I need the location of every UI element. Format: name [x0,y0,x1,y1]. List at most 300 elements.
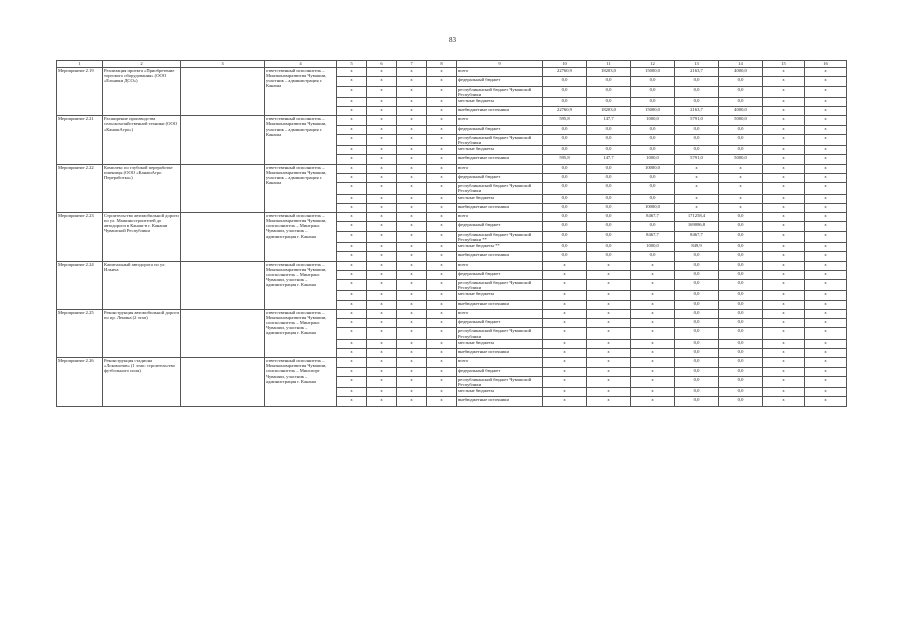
amount-cell: 2163,7 [675,107,719,116]
amount-cell: 0,0 [543,242,587,251]
amount-cell: x [805,376,847,387]
amount-cell: 0,0 [543,203,587,212]
amount-cell: x [805,291,847,300]
blank-cell [181,261,265,309]
amount-cell: 0,0 [543,97,587,106]
amount-cell: 0,0 [587,231,631,242]
measure-name: Реконструкция стадиона «Локомотив» (1 этап: строительство футбольного поля) [103,358,181,406]
funding-source: федеральный бюджет [457,367,543,376]
amount-cell: x [543,328,587,339]
funding-source: внебюджетные источники [457,300,543,309]
code-mark: x [337,107,367,116]
code-mark: x [427,107,457,116]
amount-cell: x [763,339,805,348]
amount-cell: 0,0 [631,174,675,183]
amount-cell: 0,0 [675,388,719,397]
table-row [57,358,847,367]
column-number: 8 [427,61,457,68]
code-mark: x [337,86,367,97]
code-mark: x [397,68,427,77]
amount-cell: x [631,300,675,309]
amount-cell: x [763,125,805,134]
amount-cell: x [763,68,805,77]
code-mark: x [427,164,457,173]
amount-cell: 0,0 [675,86,719,97]
funding-source: всего [457,358,543,367]
amount-cell: x [543,367,587,376]
amount-cell: x [631,339,675,348]
code-mark: x [397,367,427,376]
amount-cell: x [805,203,847,212]
code-mark: x [367,203,397,212]
amount-cell: x [631,270,675,279]
amount-cell: x [587,358,631,367]
amount-cell: 22760,9 [543,107,587,116]
amount-cell: 0,0 [675,291,719,300]
amount-cell: 1000,0 [631,242,675,251]
amount-cell: x [763,174,805,183]
code-mark: x [367,270,397,279]
code-mark: x [427,174,457,183]
amount-cell: 0,0 [675,252,719,261]
code-mark: x [367,222,397,231]
amount-cell: 0,0 [631,194,675,203]
amount-cell: x [805,183,847,194]
code-mark: x [427,358,457,367]
amount-cell: 4000,0 [719,107,763,116]
amount-cell: 15000,0 [631,68,675,77]
amount-cell: x [763,86,805,97]
amount-cell: 0,0 [675,77,719,86]
amount-cell: 5791,0 [675,155,719,164]
funding-source: местные бюджеты [457,291,543,300]
responsible-executor: ответственный исполнитель – Минэкономразвития Чувашии, соисполнитель – Минспорт Чувашии, участник – администрация г. Канаша [265,358,337,406]
amount-cell: x [763,388,805,397]
code-mark: x [337,300,367,309]
amount-cell: 0,0 [719,348,763,357]
measure-name: Реконструкция автомобильной дороги по пр. Ленина (2 этап) [103,309,181,357]
amount-cell: x [587,300,631,309]
amount-cell: 10000,0 [631,203,675,212]
amount-cell: x [543,280,587,291]
amount-cell: 0,0 [675,328,719,339]
amount-cell: 0,0 [675,339,719,348]
amount-cell: 0,0 [587,164,631,173]
funding-source: местные бюджеты [457,146,543,155]
amount-cell: x [805,107,847,116]
code-mark: x [427,388,457,397]
amount-cell: x [587,367,631,376]
amount-cell: x [763,231,805,242]
amount-cell: 0,0 [543,194,587,203]
code-mark: x [367,319,397,328]
code-mark: x [397,183,427,194]
column-number-row [57,61,847,68]
amount-cell: 0,0 [675,134,719,145]
amount-cell: 0,0 [675,367,719,376]
amount-cell: 0,0 [631,125,675,134]
funding-source: республиканский бюджет Чувашской Республики [457,328,543,339]
amount-cell: x [805,252,847,261]
amount-cell: 147,7 [587,155,631,164]
code-mark: x [367,252,397,261]
amount-cell: 0,0 [719,77,763,86]
funding-source: федеральный бюджет [457,125,543,134]
amount-cell: 595,8 [543,116,587,125]
code-mark: x [427,252,457,261]
measure-code: Мероприятие 2.25 [57,309,103,357]
amount-cell: x [763,155,805,164]
amount-cell: x [631,319,675,328]
code-mark: x [397,252,427,261]
amount-cell: x [805,261,847,270]
code-mark: x [367,367,397,376]
code-mark: x [427,194,457,203]
code-mark: x [397,155,427,164]
amount-cell: x [675,183,719,194]
table-row [57,261,847,270]
code-mark: x [367,261,397,270]
amount-cell: x [805,300,847,309]
amount-cell: 0,0 [587,146,631,155]
code-mark: x [397,164,427,173]
code-mark: x [337,203,367,212]
code-mark: x [337,155,367,164]
code-mark: x [427,261,457,270]
page-number: 83 [449,36,456,44]
amount-cell: x [719,183,763,194]
amount-cell: x [587,397,631,406]
code-mark: x [427,116,457,125]
amount-cell: 0,0 [719,309,763,318]
code-mark: x [367,300,397,309]
amount-cell: 0,0 [675,358,719,367]
amount-cell: 0,0 [543,164,587,173]
code-mark: x [397,309,427,318]
amount-cell: x [763,319,805,328]
code-mark: x [367,174,397,183]
code-mark: x [367,348,397,357]
amount-cell: 0,0 [719,86,763,97]
funding-source: внебюджетные источники [457,107,543,116]
amount-cell: x [763,397,805,406]
code-mark: x [337,388,367,397]
amount-cell: x [805,77,847,86]
column-number: 10 [543,61,587,68]
code-mark: x [337,213,367,222]
amount-cell: x [805,319,847,328]
code-mark: x [397,77,427,86]
measure-code: Мероприятие 2.19 [57,68,103,116]
amount-cell: x [805,146,847,155]
code-mark: x [337,397,367,406]
amount-cell: 169086,8 [675,222,719,231]
amount-cell: 171258,4 [675,213,719,222]
funding-source: местные бюджеты [457,194,543,203]
amount-cell: 0,0 [631,86,675,97]
amount-cell: 0,0 [719,242,763,251]
code-mark: x [427,309,457,318]
amount-cell: 8467,7 [631,231,675,242]
amount-cell: x [631,367,675,376]
amount-cell: x [763,252,805,261]
amount-cell: x [543,319,587,328]
code-mark: x [397,270,427,279]
funding-source: внебюджетные источники [457,252,543,261]
amount-cell: x [719,194,763,203]
funding-source: местные бюджеты [457,97,543,106]
code-mark: x [367,125,397,134]
funding-source: федеральный бюджет [457,222,543,231]
amount-cell: x [675,164,719,173]
code-mark: x [337,242,367,251]
column-number: 7 [397,61,427,68]
funding-source: всего [457,68,543,77]
code-mark: x [397,146,427,155]
code-mark: x [337,252,367,261]
amount-cell: x [631,358,675,367]
amount-cell: 0,0 [631,252,675,261]
amount-cell: 0,0 [719,97,763,106]
table-row [57,164,847,173]
funding-source: всего [457,164,543,173]
amount-cell: x [763,164,805,173]
measure-name: Строительство автомобильной дороги по ул. Машиностроителей до автодороги в Канаш-в г. Канаши Чувашской Республики [103,213,181,261]
blank-cell [181,213,265,261]
amount-cell: x [763,194,805,203]
code-mark: x [427,146,457,155]
code-mark: x [367,155,397,164]
amount-cell: 22760,9 [543,68,587,77]
amount-cell: 0,0 [719,222,763,231]
amount-cell: x [631,280,675,291]
code-mark: x [427,397,457,406]
amount-cell: 0,0 [719,261,763,270]
amount-cell: 0,0 [543,174,587,183]
code-mark: x [427,270,457,279]
code-mark: x [367,77,397,86]
amount-cell: 0,0 [543,146,587,155]
code-mark: x [427,291,457,300]
code-mark: x [367,280,397,291]
code-mark: x [367,68,397,77]
code-mark: x [367,97,397,106]
amount-cell: x [763,261,805,270]
column-number: 1 [57,61,103,68]
amount-cell: 0,0 [719,358,763,367]
funding-source: федеральный бюджет [457,319,543,328]
funding-source: внебюджетные источники [457,397,543,406]
amount-cell: x [587,339,631,348]
amount-cell: x [587,328,631,339]
amount-cell: x [805,231,847,242]
amount-cell: 0,0 [675,376,719,387]
code-mark: x [427,231,457,242]
measure-name: Расширение производства сельскохозяйственной техники (ООО «КанашАгро») [103,116,181,164]
amount-cell: 0,0 [587,252,631,261]
code-mark: x [367,183,397,194]
funding-source: республиканский бюджет Чувашской Республики [457,86,543,97]
table-row [57,68,847,77]
amount-cell: 1000,0 [631,155,675,164]
code-mark: x [367,309,397,318]
code-mark: x [367,86,397,97]
amount-cell: x [805,388,847,397]
amount-cell: x [763,300,805,309]
blank-cell [181,116,265,164]
amount-cell: 0,0 [719,146,763,155]
budget-table [56,60,847,407]
amount-cell: x [763,367,805,376]
code-mark: x [337,270,367,279]
amount-cell: x [763,242,805,251]
column-number: 12 [631,61,675,68]
blank-cell [181,68,265,116]
code-mark: x [367,107,397,116]
amount-cell: x [805,125,847,134]
code-mark: x [397,107,427,116]
amount-cell: x [763,97,805,106]
code-mark: x [427,367,457,376]
amount-cell: 0,0 [631,222,675,231]
amount-cell: 0,0 [719,231,763,242]
amount-cell: 0,0 [675,300,719,309]
code-mark: x [397,397,427,406]
amount-cell: x [719,174,763,183]
funding-source: внебюджетные источники [457,203,543,212]
measure-name: Капитальный автодорога по ул. Ильича [103,261,181,309]
amount-cell: 0,0 [587,222,631,231]
column-number: 5 [337,61,367,68]
code-mark: x [367,194,397,203]
amount-cell: 0,0 [719,367,763,376]
amount-cell: x [543,261,587,270]
amount-cell: x [763,291,805,300]
funding-source: внебюджетные источники [457,348,543,357]
amount-cell: x [763,222,805,231]
amount-cell: 0,0 [675,319,719,328]
amount-cell: 0,0 [675,348,719,357]
responsible-executor: ответственный исполнитель – Минэкономразвития Чувашии, участник – администрация г. Канаша [265,164,337,212]
code-mark: x [397,116,427,125]
blank-cell [181,309,265,357]
column-number: 6 [367,61,397,68]
code-mark: x [367,376,397,387]
measure-name: Реализация проекта «Приобретение торгового оборудования» (ООО «Ельники ДСО») [103,68,181,116]
amount-cell: x [543,388,587,397]
amount-cell: 0,0 [631,134,675,145]
code-mark: x [427,125,457,134]
column-number: 16 [805,61,847,68]
amount-cell: 0,0 [719,280,763,291]
amount-cell: 0,0 [719,388,763,397]
code-mark: x [337,183,367,194]
code-mark: x [397,328,427,339]
code-mark: x [427,155,457,164]
amount-cell: x [763,348,805,357]
code-mark: x [427,376,457,387]
amount-cell: 2163,7 [675,68,719,77]
amount-cell: 0,0 [719,319,763,328]
amount-cell: x [805,358,847,367]
amount-cell: x [719,203,763,212]
code-mark: x [427,86,457,97]
amount-cell: x [805,194,847,203]
code-mark: x [427,213,457,222]
funding-source: республиканский бюджет Чувашской Республики [457,183,543,194]
amount-cell: 0,0 [587,194,631,203]
amount-cell: 0,0 [675,146,719,155]
responsible-executor: ответственный исполнитель – Минэкономразвития Чувашии, участник – администрация г. Канаша [265,116,337,164]
code-mark: x [397,86,427,97]
amount-cell: 0,0 [631,97,675,106]
amount-cell: 0,0 [719,328,763,339]
amount-cell: 0,0 [543,252,587,261]
amount-cell: 0,0 [675,97,719,106]
amount-cell: x [587,291,631,300]
code-mark: x [337,97,367,106]
amount-cell: 0,0 [543,231,587,242]
funding-source: республиканский бюджет Чувашской Республики [457,280,543,291]
amount-cell: 0,0 [719,397,763,406]
code-mark: x [367,231,397,242]
amount-cell: x [675,203,719,212]
code-mark: x [337,174,367,183]
column-number: 2 [103,61,181,68]
code-mark: x [427,203,457,212]
code-mark: x [427,328,457,339]
code-mark: x [397,125,427,134]
amount-cell: x [631,388,675,397]
amount-cell: x [763,134,805,145]
amount-cell: 0,0 [587,203,631,212]
table-row [57,116,847,125]
code-mark: x [397,339,427,348]
code-mark: x [337,291,367,300]
amount-cell: 0,0 [631,77,675,86]
code-mark: x [337,309,367,318]
amount-cell: x [763,146,805,155]
funding-source: всего [457,261,543,270]
code-mark: x [427,319,457,328]
amount-cell: x [805,116,847,125]
code-mark: x [337,125,367,134]
amount-cell: x [543,291,587,300]
measure-code: Мероприятие 2.21 [57,116,103,164]
amount-cell: 0,0 [587,97,631,106]
amount-cell: 0,0 [587,86,631,97]
amount-cell: 0,0 [587,213,631,222]
code-mark: x [397,174,427,183]
amount-cell: x [805,134,847,145]
amount-cell: x [763,203,805,212]
amount-cell: x [587,388,631,397]
code-mark: x [367,213,397,222]
amount-cell: x [763,116,805,125]
amount-cell: 18203,0 [587,107,631,116]
amount-cell: 0,0 [587,242,631,251]
responsible-executor: ответственный исполнитель – Минэкономразвития Чувашии, участник – администрация г. Канаша [265,68,337,116]
code-mark: x [337,367,367,376]
amount-cell: 0,0 [543,77,587,86]
amount-cell: x [805,97,847,106]
amount-cell: 0,0 [675,280,719,291]
funding-source: всего [457,116,543,125]
amount-cell: x [587,319,631,328]
amount-cell: x [587,280,631,291]
funding-source: всего [457,213,543,222]
amount-cell: 0,0 [675,397,719,406]
